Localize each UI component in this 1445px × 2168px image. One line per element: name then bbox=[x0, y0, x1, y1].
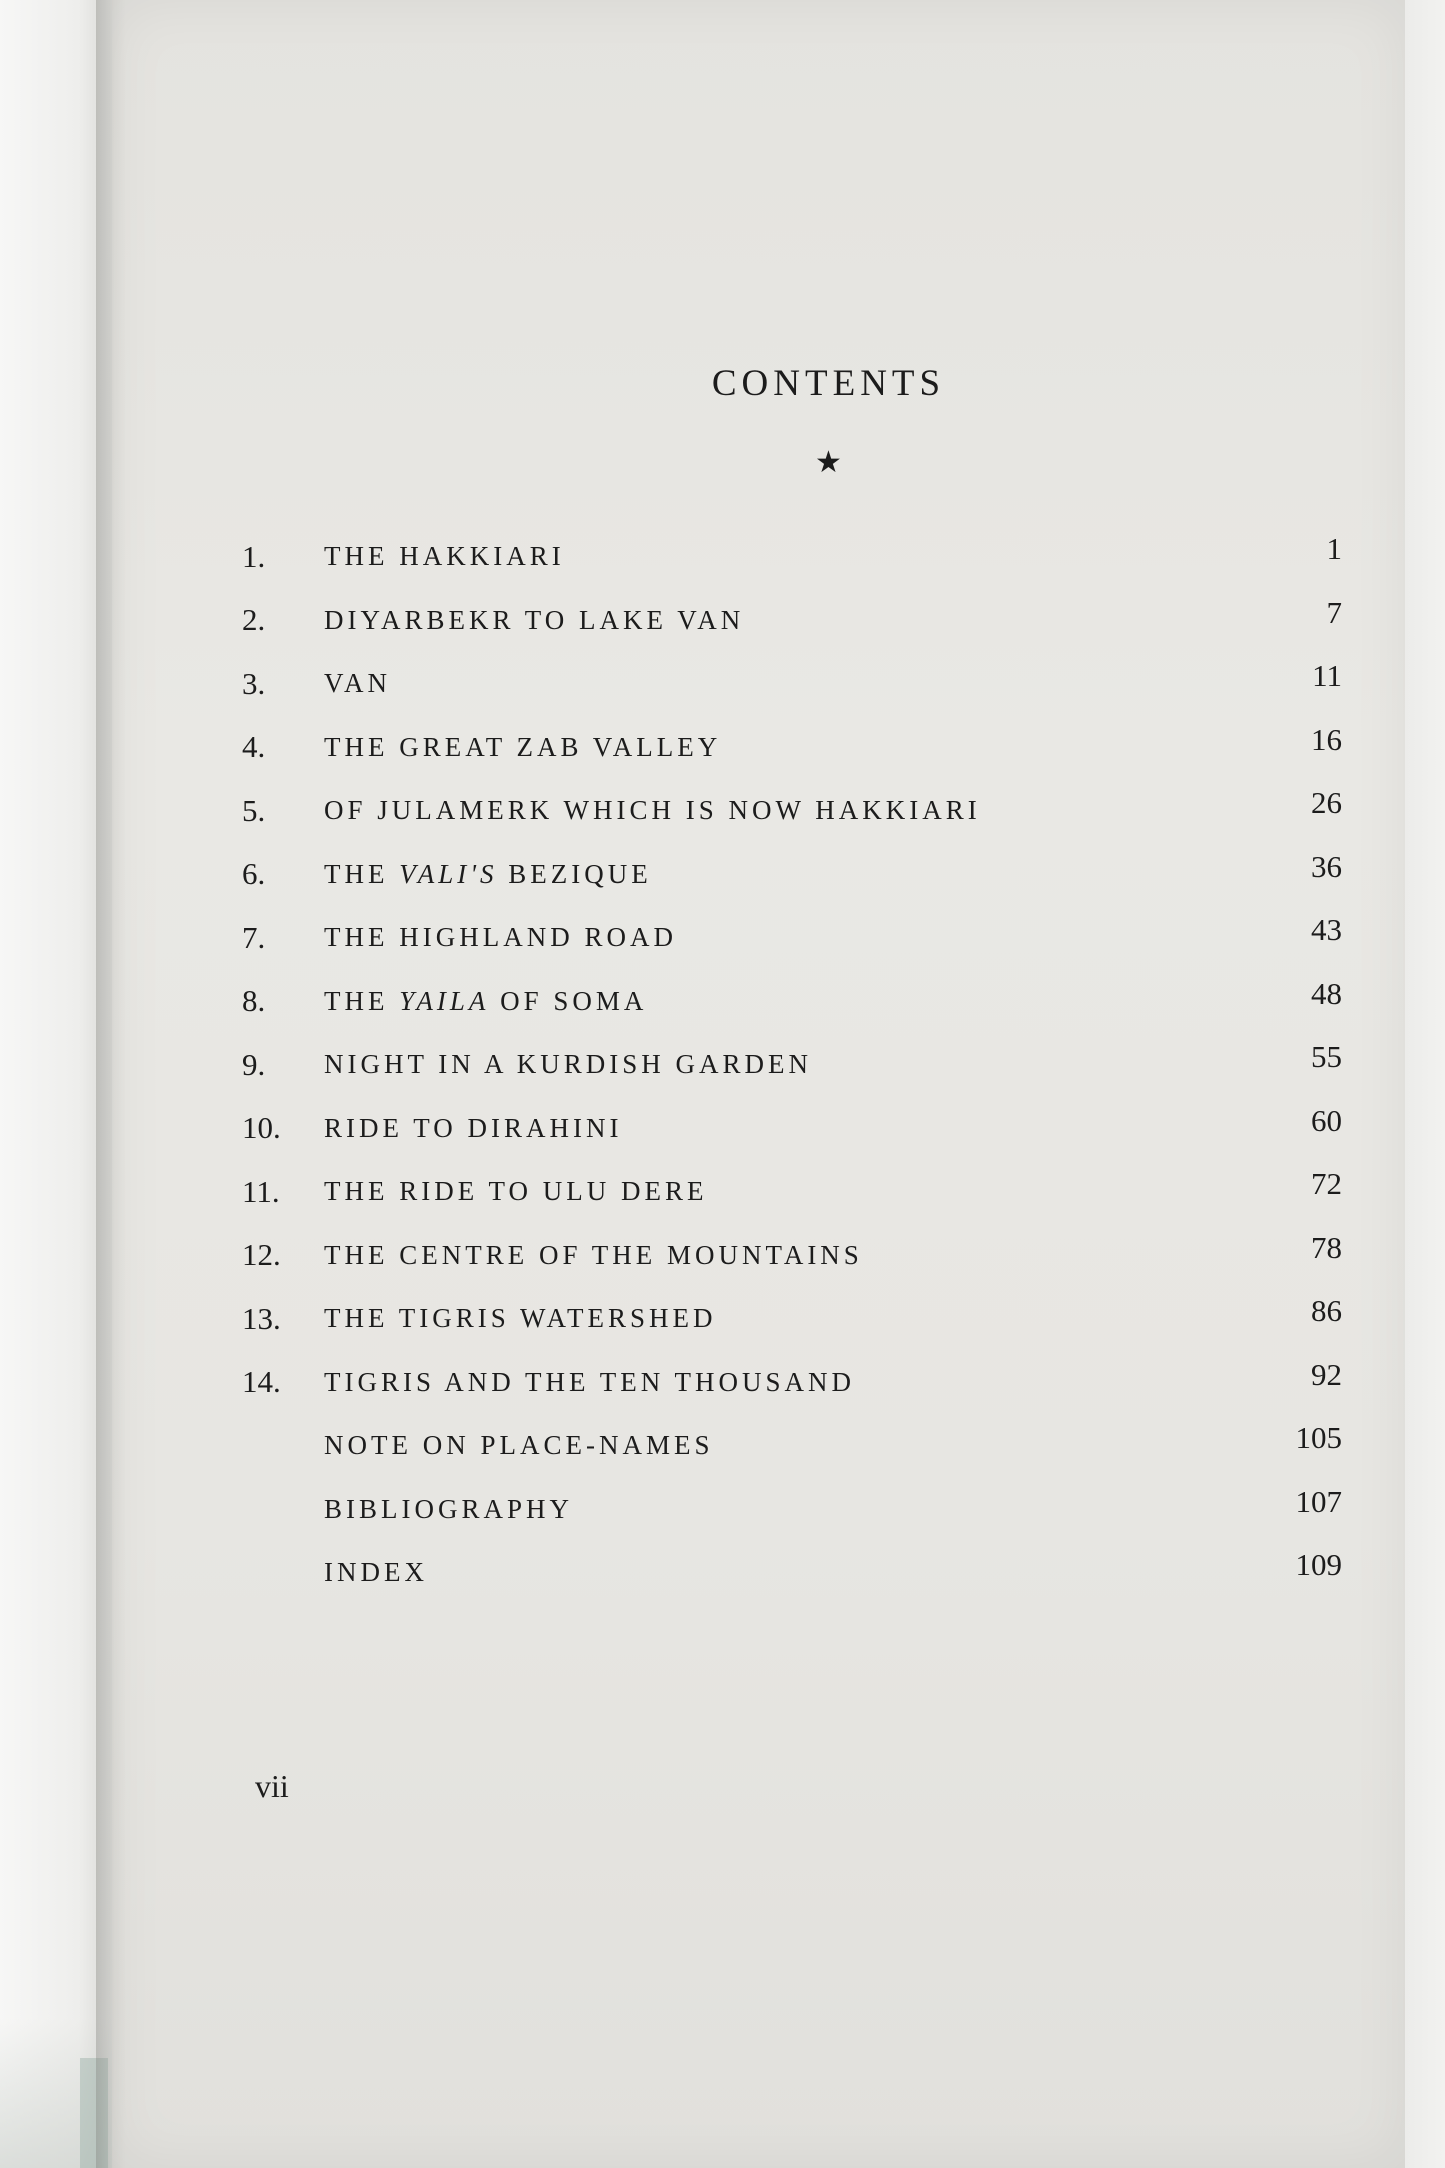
chapter-title-italic: VALI'S bbox=[399, 858, 498, 889]
toc-entry-11 bbox=[242, 1160, 1342, 1224]
toc-entry-index bbox=[242, 1541, 1342, 1605]
page-number: 55 bbox=[1311, 1039, 1342, 1074]
page-number: 86 bbox=[1311, 1293, 1342, 1328]
page-number: 7 bbox=[1326, 594, 1342, 630]
star-ornament-icon: ★ bbox=[815, 446, 842, 479]
chapter-title: INDEX bbox=[324, 1557, 428, 1588]
gutter-shadow bbox=[96, 0, 126, 2168]
page-number: 109 bbox=[1295, 1547, 1342, 1582]
page-folio: vii bbox=[255, 1768, 289, 1804]
toc-entry-6 bbox=[242, 843, 1342, 907]
toc-entry-13 bbox=[242, 1287, 1342, 1351]
chapter-title: THE CENTRE OF THE MOUNTAINS bbox=[324, 1239, 863, 1270]
toc-entry-10 bbox=[242, 1097, 1342, 1161]
page-number: 26 bbox=[1311, 785, 1342, 820]
chapter-number: 5. bbox=[242, 792, 266, 828]
chapter-number: 10. bbox=[242, 1110, 281, 1146]
page-number: 105 bbox=[1295, 1420, 1342, 1455]
chapter-title: BIBLIOGRAPHY bbox=[324, 1493, 574, 1524]
page-number: 43 bbox=[1311, 912, 1342, 947]
chapter-title: DIYARBEKR TO LAKE VAN bbox=[324, 604, 745, 635]
chapter-title bbox=[324, 859, 1342, 890]
chapter-title: THE HIGHLAND ROAD bbox=[324, 922, 677, 953]
chapter-number: 1. bbox=[242, 538, 266, 574]
chapter-title: THE RIDE TO ULU DERE bbox=[324, 1176, 708, 1207]
chapter-number: 12. bbox=[242, 1237, 281, 1273]
page-number: 48 bbox=[1311, 975, 1342, 1011]
chapter-number: 6. bbox=[242, 856, 266, 892]
chapter-title: VAN bbox=[324, 668, 392, 699]
toc-entry-3 bbox=[242, 652, 1342, 716]
page-number: 16 bbox=[1311, 721, 1342, 757]
page-number: 78 bbox=[1311, 1229, 1342, 1265]
toc-entry-2 bbox=[242, 589, 1342, 653]
chapter-title: THE GREAT ZAB VALLEY bbox=[324, 731, 722, 762]
chapter-title-suffix: BEZIQUE bbox=[497, 858, 652, 889]
chapter-title: TIGRIS AND THE TEN THOUSAND bbox=[324, 1366, 856, 1397]
chapter-title: OF JULAMERK WHICH IS NOW HAKKIARI bbox=[324, 795, 981, 826]
table-of-contents bbox=[242, 525, 1342, 1605]
chapter-number: 4. bbox=[242, 729, 266, 765]
page-title: CONTENTS bbox=[711, 363, 946, 404]
chapter-title: RIDE TO DIRAHINI bbox=[324, 1112, 623, 1143]
chapter-title-italic: YAILA bbox=[399, 985, 490, 1016]
toc-entry-bibliography bbox=[242, 1478, 1342, 1542]
toc-entry-14 bbox=[242, 1351, 1342, 1415]
page-number: 107 bbox=[1295, 1483, 1342, 1519]
chapter-number: 14. bbox=[242, 1364, 281, 1400]
toc-entry-7 bbox=[242, 906, 1342, 970]
chapter-number: 8. bbox=[242, 983, 266, 1019]
chapter-number: 7. bbox=[242, 919, 266, 955]
page-number: 1 bbox=[1326, 531, 1342, 566]
background-surface bbox=[1405, 0, 1445, 2168]
chapter-title-prefix: THE bbox=[324, 858, 400, 889]
chapter-title: NOTE ON PLACE-NAMES bbox=[324, 1430, 714, 1461]
page-number: 11 bbox=[1312, 658, 1342, 693]
chapter-number: 3. bbox=[242, 665, 266, 701]
toc-entry-note bbox=[242, 1414, 1342, 1478]
chapter-number: 2. bbox=[242, 602, 266, 638]
page-number: 36 bbox=[1311, 848, 1342, 884]
chapter-title-suffix: OF SOMA bbox=[489, 985, 648, 1016]
toc-entry-12 bbox=[242, 1224, 1342, 1288]
contents-page bbox=[112, 0, 1405, 2168]
chapter-number: 13. bbox=[242, 1300, 281, 1336]
toc-entry-9 bbox=[242, 1033, 1342, 1097]
chapter-number: 11. bbox=[242, 1173, 280, 1209]
chapter-number: 9. bbox=[242, 1046, 266, 1082]
toc-entry-8 bbox=[242, 970, 1342, 1034]
chapter-title: NIGHT IN A KURDISH GARDEN bbox=[324, 1049, 813, 1080]
chapter-title-prefix: THE bbox=[324, 985, 400, 1016]
chapter-title: THE TIGRIS WATERSHED bbox=[324, 1303, 717, 1334]
page-number: 72 bbox=[1311, 1166, 1342, 1201]
page-number: 60 bbox=[1311, 1102, 1342, 1138]
chapter-title: THE HAKKIARI bbox=[324, 541, 565, 572]
page-number: 92 bbox=[1311, 1356, 1342, 1392]
chapter-title bbox=[324, 986, 1342, 1017]
toc-entry-5 bbox=[242, 779, 1342, 843]
toc-entry-1 bbox=[242, 525, 1342, 589]
toc-entry-4 bbox=[242, 716, 1342, 780]
